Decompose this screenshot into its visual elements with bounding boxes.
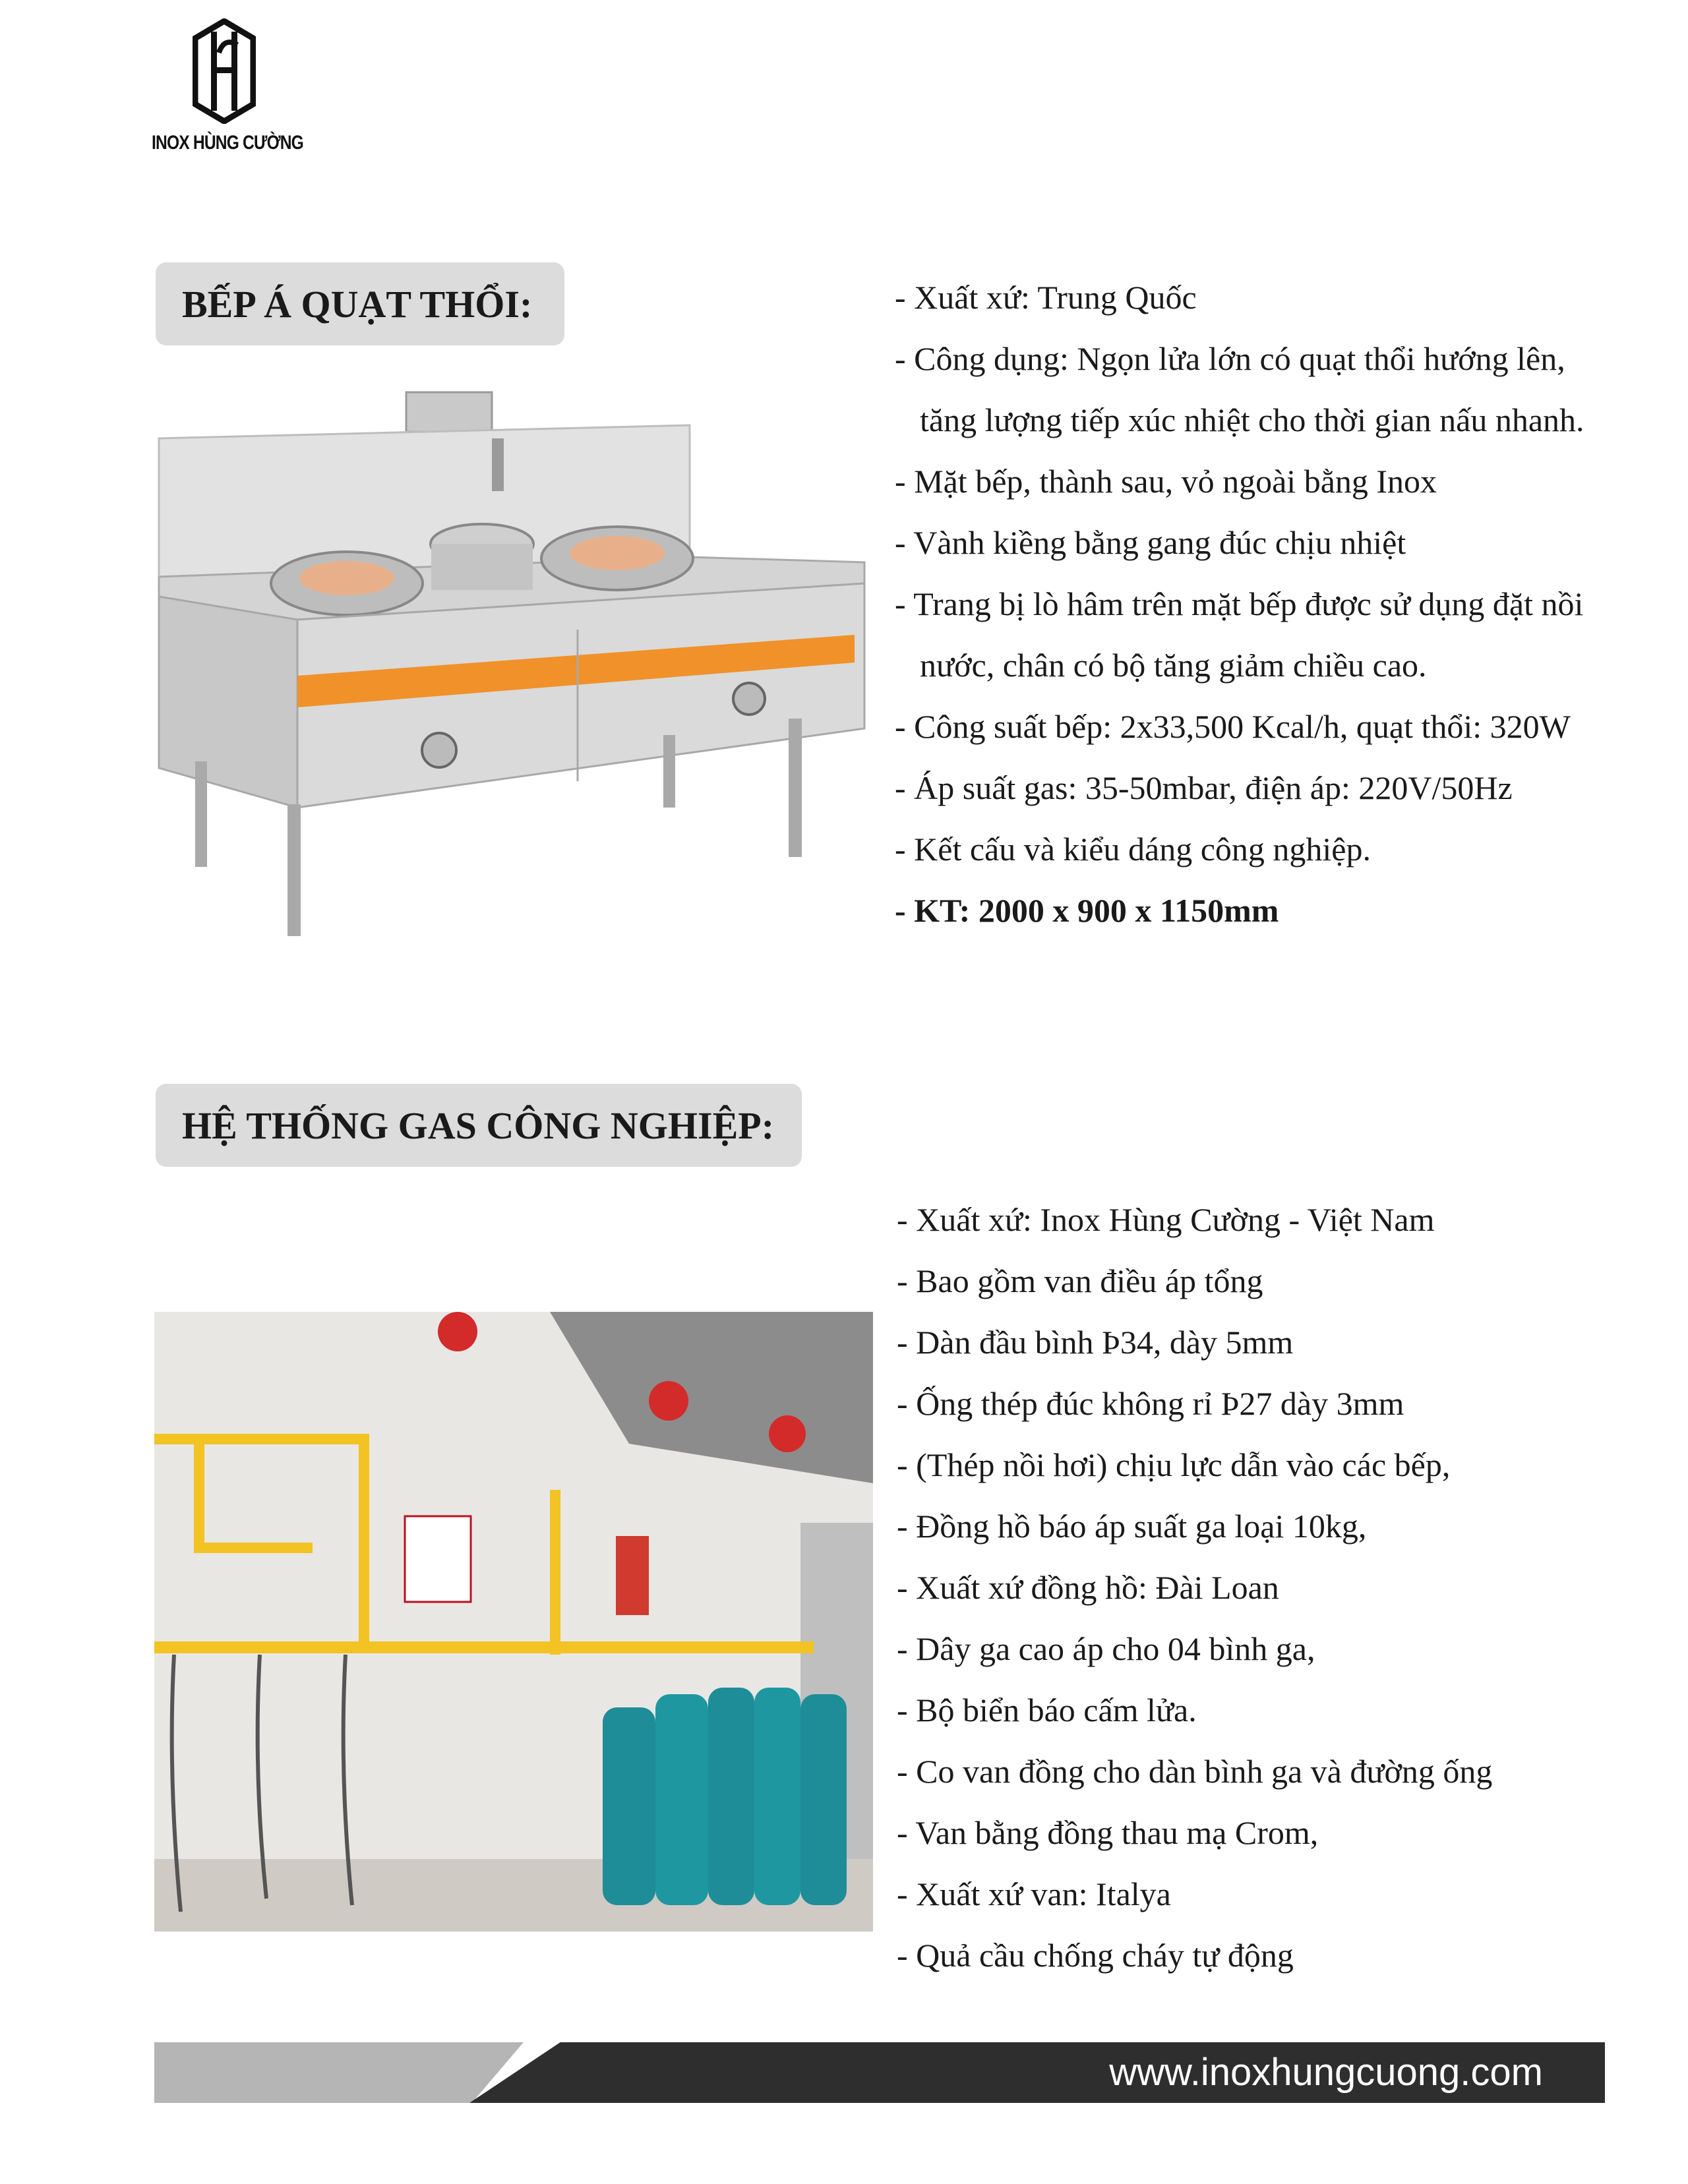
spec-item: nước, chân có bộ tăng giảm chiều cao. <box>920 647 1427 684</box>
spec-item: - Mặt bếp, thành sau, vỏ ngoài bằng Inox <box>895 463 1437 500</box>
spec-item: - (Thép nồi hơi) chịu lực dẫn vào các bếp, <box>897 1446 1451 1483</box>
fan-stove-spec-list <box>895 267 1584 941</box>
section-title-fan-stove: BẾP Á QUẠT THỔI: <box>156 262 564 345</box>
spec-item: - Bộ biển báo cấm lửa. <box>897 1692 1197 1728</box>
spec-item: - Quả cầu chống cháy tự động <box>897 1937 1294 1974</box>
gas-system-spec-list <box>897 1189 1492 1986</box>
wok-stove-image <box>156 386 868 946</box>
spec-item: - Co van đồng cho dàn bình ga và đường ống <box>897 1753 1493 1790</box>
spec-item: - Xuất xứ: Trung Quốc <box>895 279 1197 316</box>
spec-item: - Van bằng đồng thau mạ Crom, <box>897 1814 1319 1851</box>
spec-item: - Bao gồm van điều áp tổng <box>897 1262 1263 1299</box>
spec-item: - Vành kiềng bằng gang đúc chịu nhiệt <box>895 524 1406 561</box>
spec-item: - Dàn đầu bình Þ34, dày 5mm <box>897 1324 1294 1361</box>
spec-item: - Đồng hồ báo áp suất ga loại 10kg, <box>897 1508 1367 1545</box>
spec-item: - Dây ga cao áp cho 04 bình ga, <box>897 1630 1315 1667</box>
logo-text: INOX HÙNG CƯỜNG <box>152 132 304 154</box>
spec-item: - Áp suất gas: 35-50mbar, điện áp: 220V/50Hz <box>895 769 1513 806</box>
footer-grey-band <box>154 2042 524 2103</box>
spec-item: - Ống thép đúc không rỉ Þ27 dày 3mm <box>897 1385 1404 1422</box>
spec-item: - Xuất xứ đồng hồ: Đài Loan <box>897 1569 1279 1606</box>
footer-website-url: www.inoxhungcuong.com <box>1109 2051 1543 2094</box>
spec-item: - Xuất xứ van: Italya <box>897 1875 1171 1912</box>
spec-item: tăng lượng tiếp xúc nhiệt cho thời gian nấu nhanh. <box>920 401 1584 438</box>
spec-item: - Trang bị lò hâm trên mặt bếp được sử dụng đặt nồi <box>895 585 1584 622</box>
section-title-gas-system: HỆ THỐNG GAS CÔNG NGHIỆP: <box>156 1084 802 1167</box>
brand-logo <box>152 18 304 163</box>
spec-item: - Kết cấu và kiểu dáng công nghiệp. <box>895 831 1371 868</box>
spec-item-dimensions: - KT: 2000 x 900 x 1150mm <box>895 892 1279 929</box>
spec-item: - Công suất bếp: 2x33,500 Kcal/h, quạt thổi: 320W <box>895 708 1571 745</box>
spec-item: - Xuất xứ: Inox Hùng Cường - Việt Nam <box>897 1201 1435 1238</box>
gas-system-image <box>154 1312 873 1932</box>
hc-monogram-icon <box>193 18 256 124</box>
spec-item: - Công dụng: Ngọn lửa lớn có quạt thổi hướng lên, <box>895 340 1565 377</box>
